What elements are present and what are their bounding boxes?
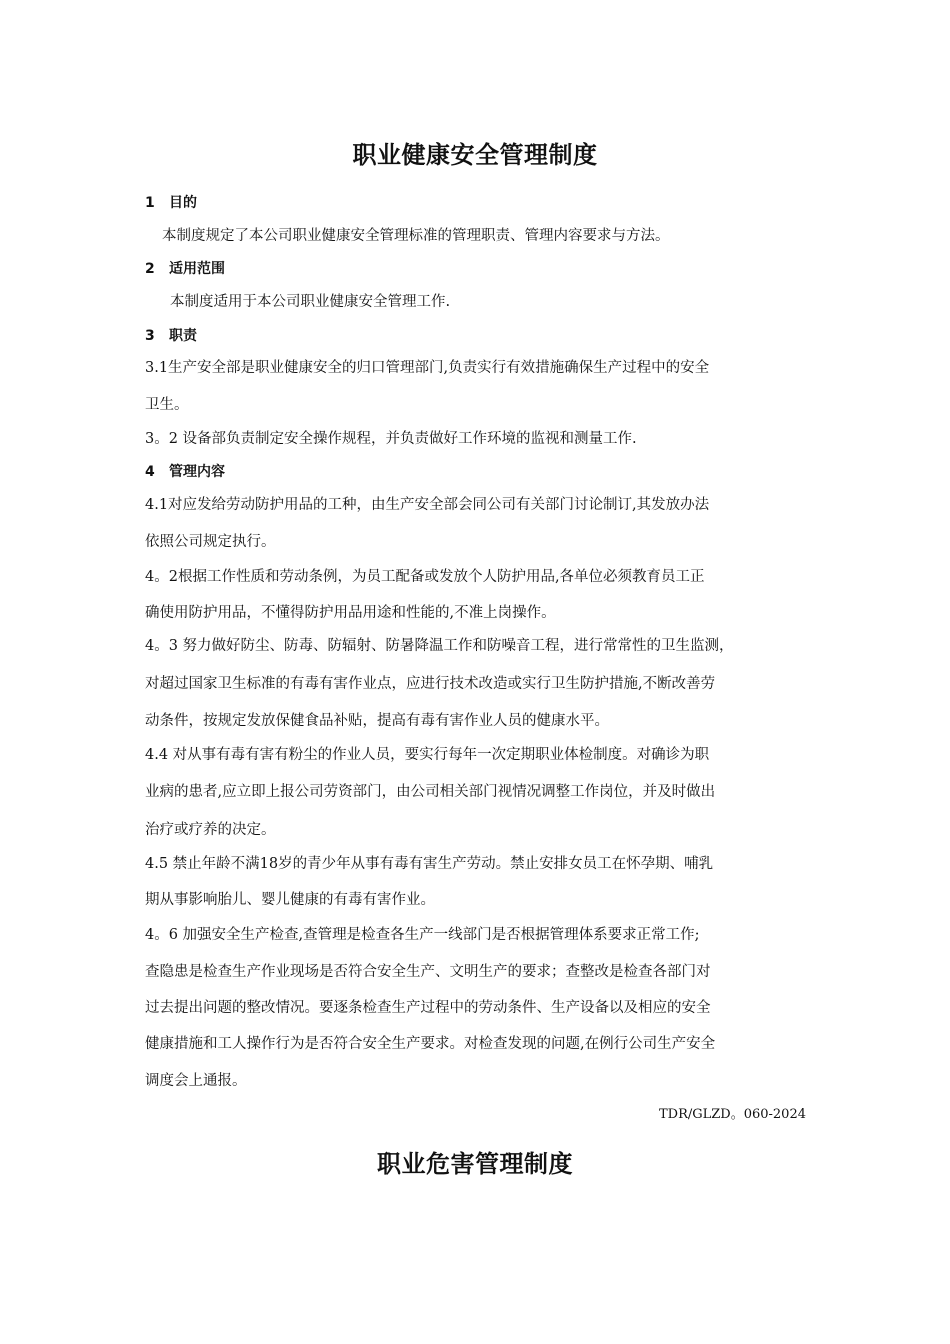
section-title: 管理内容 xyxy=(169,464,225,480)
next-document-title: 职业危害管理制度 xyxy=(377,1150,573,1178)
paragraph-line: 确使用防护用品，不懂得防护用品用途和性能的,不准上岗操作。 xyxy=(145,605,556,621)
section-number: 3 xyxy=(145,328,155,344)
paragraph-line: 4.4 对从事有毒有害有粉尘的作业人员，要实行每年一次定期职业体检制度。对确诊为职 xyxy=(145,747,710,763)
section-number: 1 xyxy=(145,195,155,211)
section-number: 2 xyxy=(145,261,155,277)
section-heading-management-content xyxy=(145,461,225,481)
paragraph-line: 动条件，按规定发放保健食品补贴，提高有毒有害作业人员的健康水平。 xyxy=(145,713,609,729)
paragraph-line: 对超过国家卫生标准的有毒有害作业点，应进行技术改造或实行卫生防护措施,不断改善劳 xyxy=(145,676,716,692)
paragraph-line: 过去提出问题的整改情况。要逐条检查生产过程中的劳动条件、生产设备以及相应的安全 xyxy=(145,1000,711,1016)
paragraph-line: 本制度适用于本公司职业健康安全管理工作. xyxy=(170,294,451,310)
section-heading-purpose xyxy=(145,192,197,212)
section-title: 适用范围 xyxy=(169,261,225,277)
paragraph-line: 查隐患是检查生产作业现场是否符合安全生产、文明生产的要求；查整改是检查各部门对 xyxy=(145,964,711,980)
paragraph-line: 4。3 努力做好防尘、防毒、防辐射、防暑降温工作和防噪音工程，进行常常性的卫生监测， xyxy=(145,638,734,654)
document-code: TDR/GLZD。060-2024 xyxy=(658,1107,806,1122)
paragraph-line: 健康措施和工人操作行为是否符合安全生产要求。对检查发现的问题,在例行公司生产安全 xyxy=(145,1036,716,1052)
section-title: 职责 xyxy=(169,328,197,344)
section-heading-scope xyxy=(145,258,225,278)
paragraph-line: 4.5 禁止年龄不满18岁的青少年从事有毒有害生产劳动。禁止安排女员工在怀孕期、哺乳 xyxy=(145,856,714,872)
section-title: 目的 xyxy=(169,195,197,211)
document-title: 职业健康安全管理制度 xyxy=(352,141,598,169)
paragraph-line: 期从事影响胎儿、婴儿健康的有毒有害作业。 xyxy=(145,892,435,908)
paragraph-line: 4。6 加强安全生产检查,查管理是检查各生产一线部门是否根据管理体系要求正常工作; xyxy=(145,927,700,943)
paragraph-line: 依照公司规定执行。 xyxy=(145,534,276,550)
paragraph-line: 3。2 设备部负责制定安全操作规程，并负责做好工作环境的监视和测量工作. xyxy=(145,431,637,447)
paragraph-line: 本制度规定了本公司职业健康安全管理标准的管理职责、管理内容要求与方法。 xyxy=(162,228,670,244)
paragraph-line: 4。2根据工作性质和劳动条例，为员工配备或发放个人防护用品,各单位必须教育员工正 xyxy=(145,569,705,585)
paragraph-line: 3.1生产安全部是职业健康安全的归口管理部门,负责实行有效措施确保生产过程中的安全 xyxy=(145,360,710,376)
section-number: 4 xyxy=(145,464,155,480)
paragraph-line: 4.1对应发给劳动防护用品的工种，由生产安全部会同公司有关部门讨论制订,其发放办法 xyxy=(145,497,710,513)
section-heading-responsibilities xyxy=(145,325,197,345)
paragraph-line: 调度会上通报。 xyxy=(145,1073,247,1089)
paragraph-line: 业病的患者,应立即上报公司劳资部门，由公司相关部门视情况调整工作岗位，并及时做出 xyxy=(145,784,716,800)
paragraph-line: 治疗或疗养的决定。 xyxy=(145,822,276,838)
paragraph-line: 卫生。 xyxy=(145,397,189,413)
